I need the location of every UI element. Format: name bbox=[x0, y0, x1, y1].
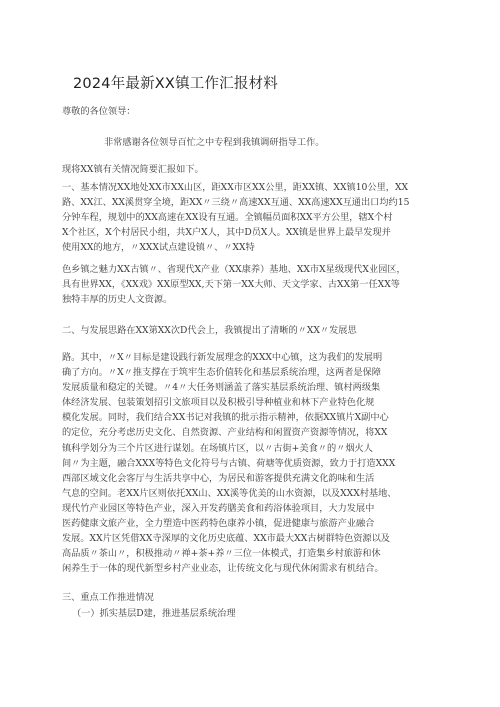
text-line: 色乡镇之魅力XX古镇〃、省现代X产业（XX康养）基地、XX市X星级现代X业园区， bbox=[62, 264, 406, 275]
greeting bbox=[62, 104, 440, 119]
document-title: 2024年最新XX镇工作汇报材料 bbox=[73, 76, 278, 92]
text-line: 发展质量和稳定的关键。〃4〃大任务则涵盖了落实基层系统治理、镇村两级集 bbox=[62, 382, 381, 394]
text-line: 的定位，充分考虑历史文化、自然资源、产业结构和闲置资产资源等情况，将XX bbox=[62, 427, 388, 439]
text-line: 模化发展。同时，我们结合XX书记对我镇的批示指示精神，依据XX镇片X副中心 bbox=[62, 412, 389, 424]
text-line: 高品质〃茶山〃，积极推动〃禅+茶+养〃三位一体模式，打造集乡村旅游和休 bbox=[62, 548, 381, 560]
text-line: 现代竹产业园区等特色产业，深入开发药膳美食和药浴体验项目，大力发展中 bbox=[62, 502, 375, 514]
text-line: 独特丰厚的历史人文资源。 bbox=[62, 294, 173, 306]
text-line: 气息的空间。老XX片区则依托XX山、XX溪等优美的山水资源，以及XXX村基地、 bbox=[62, 487, 397, 499]
text-line: 分钟车程，规划中的XX高速在XX设有互通。全镇幅员面积XX平方公里，辖X个村 bbox=[62, 212, 393, 224]
section-heading-line: 三、重点工作推进情况 bbox=[62, 592, 154, 603]
text-line: 医药健康文旅产业，全力塑造中医药特色康养小镇，促进健康与旅游产业融合 bbox=[62, 518, 375, 530]
text-line: 确了方向。〃X〃推支撑在于筑牢生态价值转化和基层系统治理，这两者是保障 bbox=[62, 367, 381, 379]
section-3-subheading bbox=[72, 606, 450, 621]
section-3-heading bbox=[62, 590, 440, 605]
section-1-continued bbox=[62, 262, 440, 307]
text-line: 间〃为主题，融合XXX等特色文化符号与古镇、荷塘等优质资源，致力于打造XXX bbox=[62, 457, 396, 469]
text-line: 一、基本情况XX地处XX市XX山区，距XX市区XX公里，距XX镇、XX镇10公里，XX bbox=[62, 182, 409, 193]
intro-paragraph bbox=[62, 162, 440, 177]
text-line: 路、XX江、XX溪贯穿全境，距XX〃三绕〃高速XX互通、XX高速XX互通出口均约15 bbox=[62, 197, 410, 209]
greeting-line: 尊敬的各位领导： bbox=[62, 106, 136, 117]
text-line: 具有世界XX，《XX戏》XX原型XX,天下第一XX大师、天文学家、古XX第一任XX等 bbox=[62, 279, 400, 291]
text-line: 体经济发展、包装策划招引文旅项目以及积极引导种植业和林下产业特色化规 bbox=[62, 397, 375, 409]
text-line: 使用XX的地方，〃XXX试点建设镇〃、〃XX特 bbox=[62, 242, 255, 254]
thanks-paragraph bbox=[104, 135, 482, 150]
text-line: 镇科学划分为三个片区进行谋划。在场镇片区，以〃古街+美食〃的〃烟火人 bbox=[62, 442, 373, 454]
section-2-paragraph bbox=[62, 350, 440, 576]
text-line: 发展。XX片区凭借XX寺深厚的文化历史底蕴、XX市最大XX古树群特色资源以及 bbox=[62, 533, 390, 545]
section-2-heading bbox=[62, 323, 440, 338]
intro-line: 现将XX镇有关情况简要汇报如下。 bbox=[62, 164, 204, 175]
section-1-paragraph bbox=[62, 180, 440, 255]
section-heading-line: 二、与发展思路在XX第XX次D代会上，我镇提出了清晰的〃XX〃发展思 bbox=[62, 325, 357, 336]
text-line: 闲养生于一体的现代新型乡村产业业态，让传统文化与现代休闲需求有机结合。 bbox=[62, 563, 384, 575]
thanks-line: 非常感谢各位领导百忙之中专程到我镇调研指导工作。 bbox=[104, 137, 325, 148]
text-line: X个社区，X个村居民小组，共X户X人，其中D员X人。XX镇是世界上最早发现并 bbox=[62, 227, 391, 239]
text-line: 西部区域文化会客厅与生活共享中心，为居民和游客提供充满文化韵味和生活 bbox=[62, 472, 375, 484]
text-line: 路。其中，〃X〃目标是建设践行新发展理念的XXX中心镇，这为我们的发展明 bbox=[62, 352, 383, 363]
subheading-line: （一）抓实基层D建，推进基层系统治理 bbox=[72, 608, 236, 619]
